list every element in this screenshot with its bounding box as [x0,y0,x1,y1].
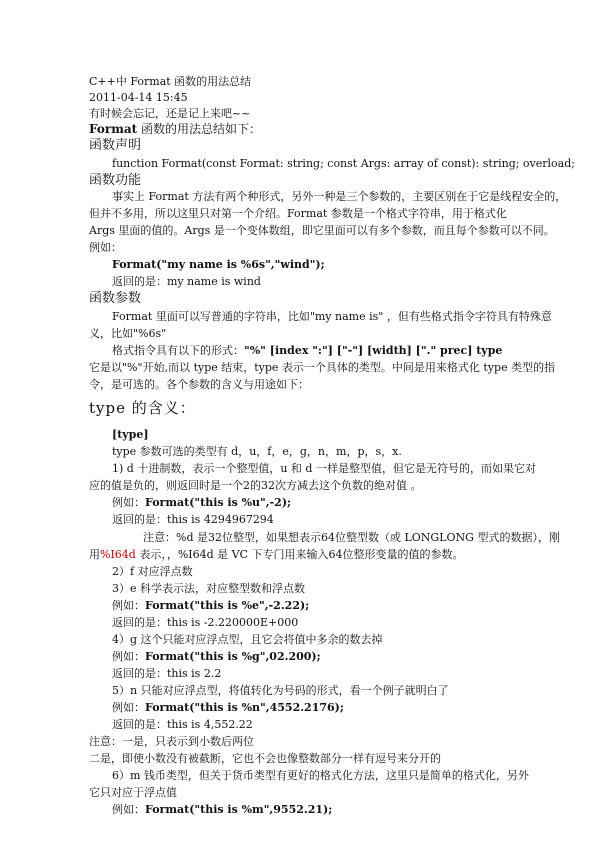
type-tag-text: [type] [112,428,149,441]
section-heading-function: 函数功能 [89,173,142,188]
example-code-text: Format("this is %e",-2.22); [145,599,310,612]
summary-bold: Format [89,122,138,136]
type-m-paragraph-line: 6）m 钱币类型，但关于货币类型有更好的格式化方法，这里只是简单的格式化，另外 [112,769,529,782]
example-label: 例如： [112,803,145,816]
example-result: 返回的是：my name is wind [112,275,261,288]
summary-rest: 函数的用法总结如下： [137,122,262,136]
type-g-item: 4）g 这个只能对应浮点型，且它会将值中多余的数去掉 [112,633,383,646]
format-paragraph-line: 它是以"%"开始,而以 type 结束，type 表示一个具体的类型。中间是用来格式化 type 类型的指 [89,361,556,374]
parameters-paragraph-line: 义，比如"%6s" [89,327,167,340]
type-d-paragraph-line: 应的值是负的，则返回时是一个2的32次方减去这个负数的绝对值 。 [89,479,422,492]
note-comma: 二是，即使小数没有被截断，它也不会也像整数部分一样有逗号来分开的 [89,752,441,765]
type-f-item: 2）f 对应浮点数 [112,565,193,578]
type-g-example [112,650,321,664]
doc-date: 2011-04-14 15:45 [89,91,188,104]
format-syntax-code: "%" [index ":"] ["-"] [width] ["." prec] type [244,344,503,357]
example-code-text: Format("this is %m",9552.21); [145,803,333,816]
summary-line [89,122,261,136]
intro-text: 有时候会忘记，还是记上来吧~~ [89,107,251,120]
section-heading-declaration: 函数声明 [89,138,142,153]
example-label: 例如： [112,650,145,663]
section-heading-parameters: 函数参数 [89,291,142,306]
type-d-result: 返回的是：this is 4294967294 [112,513,274,526]
type-g-result: 返回的是：this is 2.2 [112,667,222,680]
format-syntax-line [112,344,502,358]
function-paragraph-line: 事实上 Format 方法有两个种形式，另外一种是三个参数的，主要区别在于它是线程安全的， [112,190,567,203]
format-syntax-label: 格式指令具有以下的形式： [112,344,244,357]
section-heading-type: type 的含义： [89,399,196,417]
function-paragraph-line: Args 里面的值的。Args 是一个变体数组，即它里面可以有多个参数，而且每个参数可以不同。 [89,224,555,237]
note-text: 表示，，%I64d 是 VC 下专门用来输入64位整形变量的值的参数。 [135,548,464,561]
type-e-result: 返回的是：this is -2.220000E+000 [112,616,299,629]
note-text: 用 [89,548,100,561]
type-m-paragraph-line: 它只对应于浮点值 [89,786,177,799]
type-d-example [112,496,291,510]
example-code-text: Format("my name is %6s","wind"); [112,258,325,271]
parameters-paragraph-line: Format 里面可以写普通的字符串，比如"my name is" ，但有些格式指令字符具有特殊意 [112,310,552,323]
example-code-text: Format("this is %g",02.200); [145,650,321,663]
function-paragraph-line: 但并不多用，所以这里只对第一个介绍。Format 参数是一个格式字符串，用于格式化 [89,207,507,220]
type-list: type 参数可选的类型有 d，u，f，e，g，n，m，p，s，x. [112,445,402,458]
type-tag [112,428,149,442]
type-n-result: 返回的是：this is 4,552.22 [112,718,253,731]
type-n-example [112,701,344,715]
example-label: 例如： [112,599,145,612]
note-64bit-line: 注意：%d 是32位整型，如果想表示64位整型数（或 LONGLONG 型式的数据），刚 [143,531,560,544]
format-paragraph-line: 令，是可选的。各个参数的含义与用途如下： [89,378,309,391]
declaration-code: function Format(const Format: string; const Args: array of const): string; overload; [112,157,575,170]
example-label: 例如： [112,496,145,509]
note-decimal: 注意：一是，只表示到小数后两位 [89,735,254,748]
type-e-item: 3）e 科学表示法，对应整型数和浮点数 [112,582,306,595]
type-e-example [112,599,309,613]
example-code-text: Format("this is %n",4552.2176); [145,701,344,714]
doc-title: C++中 Format 函数的用法总结 [89,75,252,88]
type-m-example [112,803,332,817]
example-code [112,258,325,272]
example-label: 例如： [112,701,145,714]
note-64bit-line [89,548,464,562]
example-code-text: Format("this is %u",-2); [145,496,292,509]
type-n-item: 5）n 只能对应浮点型，将值转化为号码的形式，看一个例子就明白了 [112,684,449,697]
function-paragraph-line: 例如： [89,241,122,254]
type-d-paragraph-line: 1) d 十进制数，表示一个整型值，u 和 d 一样是整型值，但它是无符号的，而如果它对 [112,462,536,475]
highlighted-format-specifier: %I64d [100,548,136,561]
